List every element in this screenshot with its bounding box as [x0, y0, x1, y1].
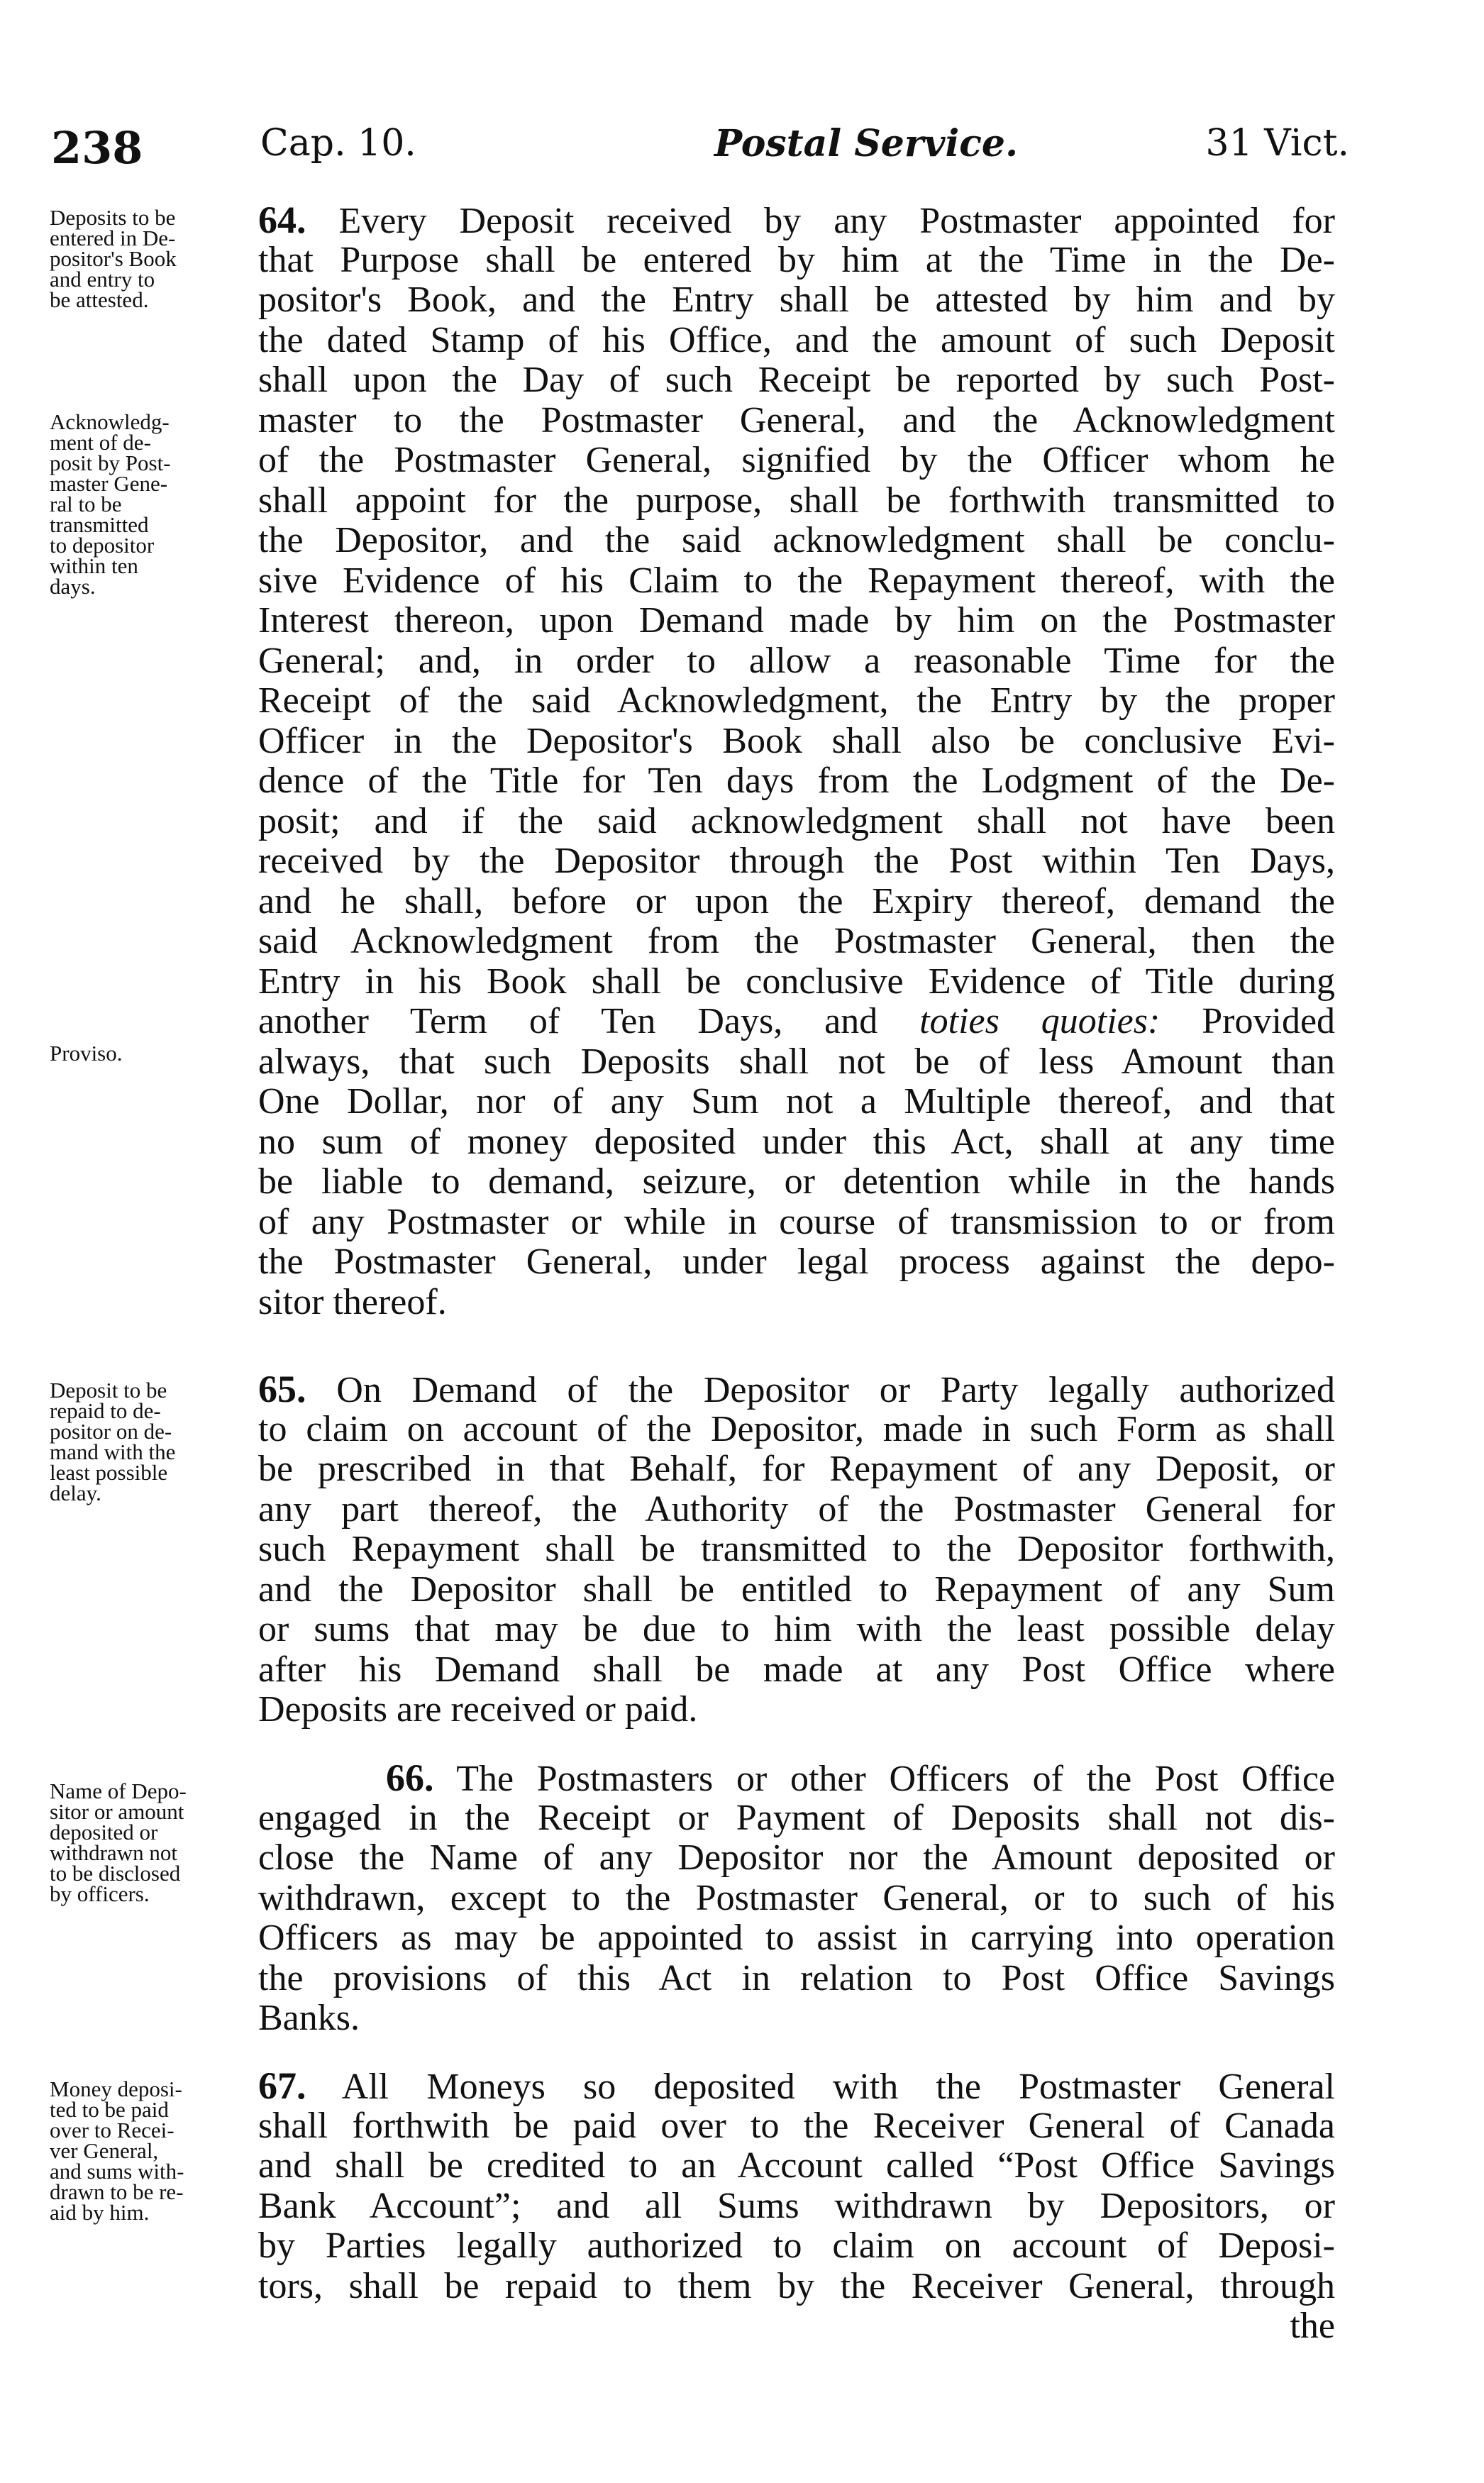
margin-note-line: positor on de-: [50, 1419, 172, 1444]
margin-note-line: to be disclosed: [50, 1861, 181, 1886]
text-line: [258, 1758, 1335, 1798]
text-line: always, that such Deposits shall not be of less Amount than: [258, 1041, 1335, 1082]
margin-note-line: be attested.: [50, 287, 149, 312]
text-line: engaged in the Receipt or Payment of Deposits shall not dis-: [258, 1797, 1335, 1838]
text-line: said Acknowledgment from the Postmaster General, then the: [258, 921, 1335, 961]
margin-note: [50, 2076, 248, 2225]
text-line: or sums that may be due to him with the least possible delay: [258, 1609, 1335, 1649]
margin-note-line: ment of de-: [50, 430, 151, 455]
text-fragment: All Moneys so deposited with the Postmaster General: [341, 2067, 1335, 2107]
text-line: Officers as may be appointed to assist in carrying into operation: [258, 1918, 1335, 1958]
text-line: One Dollar, nor of any Sum not a Multiple thereof, and that: [258, 1081, 1335, 1122]
text-line: such Repayment shall be transmitted to the Depositor forthwith,: [258, 1529, 1335, 1569]
text-line: Interest thereon, upon Demand made by him on the Postmaster: [258, 600, 1335, 641]
text-line: after his Demand shall be made at any Post Office where: [258, 1649, 1335, 1690]
text-line: received by the Depositor through the Post within Ten Days,: [258, 841, 1335, 881]
text-line: Entry in his Book shall be conclusive Evidence of Title during: [258, 961, 1335, 1002]
running-header: [51, 122, 1349, 179]
margin-note: [50, 207, 248, 310]
text-line: withdrawn, except to the Postmaster General, or to such of his: [258, 1877, 1335, 1918]
section-65: [258, 1369, 1335, 1730]
text-line: the dated Stamp of his Office, and the amount of such Deposit: [258, 319, 1335, 360]
margin-note-line: delay.: [50, 1481, 101, 1505]
margin-note-line: days.: [50, 574, 96, 599]
text-line: shall upon the Day of such Receipt be reported by such Post-: [258, 360, 1335, 400]
catchword: the: [1290, 2306, 1335, 2346]
text-fragment: On Demand of the Depositor or Party legally authorized: [336, 1370, 1336, 1410]
text-line: Officer in the Depositor's Book shall also be conclusive Evi-: [258, 720, 1335, 761]
margin-note-line: Proviso.: [50, 1041, 123, 1066]
text-line: and he shall, before or upon the Expiry thereof, demand the: [258, 880, 1335, 922]
margin-note: [50, 411, 248, 597]
regnal-year: 31 Vict.: [1205, 122, 1349, 165]
margin-note-line: master Gene-: [50, 471, 168, 496]
margin-note-line: transmitted: [50, 512, 149, 537]
section-66: [258, 1758, 1335, 2039]
running-title: Postal Service.: [714, 122, 1019, 165]
text-line: Bank Account”; and all Sums withdrawn by Depositors, or: [258, 2185, 1335, 2226]
margin-note-line: repaid to de-: [50, 1398, 161, 1423]
margin-note-line: and sums with-: [50, 2159, 184, 2184]
text-line: no sum of money deposited under this Act, shall at any time: [258, 1121, 1335, 1162]
text-line: close the Name of any Depositor nor the Amount deposited or: [258, 1837, 1335, 1878]
margin-note: [50, 1380, 248, 1503]
text-line: Receipt of the said Acknowledgment, the Entry by the proper: [258, 680, 1335, 721]
text-line: the provisions of this Act in relation to Post Office Savings: [258, 1957, 1335, 1998]
margin-note-line: positor's Book: [50, 246, 177, 271]
text-line: positor's Book, and the Entry shall be attested by him and by: [258, 280, 1335, 320]
text-line: shall forthwith be paid over to the Receiver General of Canada: [258, 2105, 1335, 2146]
margin-note-line: entered in De-: [50, 226, 176, 250]
text-fragment: another Term of Ten Days, and: [258, 1001, 878, 1041]
text-line: General; and, in order to allow a reasonable Time for the: [258, 640, 1335, 681]
margin-note-line: Acknowledg-: [50, 409, 170, 434]
text-line: [258, 1002, 1335, 1042]
text-line: be prescribed in that Behalf, for Repayment of any Deposit, or: [258, 1449, 1335, 1489]
margin-note-line: drawn to be re-: [50, 2179, 184, 2204]
margin-note-line: sitor or amount: [50, 1799, 184, 1824]
text-line: sitor thereof.: [258, 1281, 447, 1322]
margin-note-line: ver General,: [50, 2138, 159, 2163]
margin-note-line: to depositor: [50, 533, 155, 558]
margin-note-line: ted to be paid: [50, 2097, 169, 2122]
margin-note-line: aid by him.: [50, 2200, 150, 2225]
text-line: and shall be credited to an Account called “Post Office Savings: [258, 2145, 1335, 2186]
text-line: sive Evidence of his Claim to the Repayment thereof, with the: [258, 560, 1335, 601]
margin-note-line: and entry to: [50, 267, 155, 292]
text-fragment: Every Deposit received by any Postmaster appointed for: [338, 201, 1335, 241]
text-line: [258, 1369, 1335, 1410]
margin-note-line: posit by Post-: [50, 450, 171, 475]
page-number: 238: [51, 122, 143, 174]
text-line: tors, shall be repaid to them by the Receiver General, through: [258, 2265, 1335, 2306]
text-line: Deposits are received or paid.: [258, 1689, 698, 1730]
text-line: [258, 2066, 1335, 2106]
margin-note-line: within ten: [50, 553, 138, 578]
text-fragment: Provided: [1202, 1001, 1336, 1041]
text-line: Banks.: [258, 1998, 360, 2038]
margin-note-line: Name of Depo-: [50, 1779, 187, 1803]
margin-note-line: least possible: [50, 1460, 168, 1485]
margin-note-line: ral to be: [50, 492, 122, 516]
section-number: 64.: [258, 199, 306, 241]
section-number: 65.: [258, 1368, 306, 1410]
text-line: dence of the Title for Ten days from the Lodgment of the De-: [258, 761, 1335, 801]
margin-note-line: deposited or: [50, 1820, 158, 1845]
chapter-label: Cap. 10.: [260, 122, 416, 165]
text-line: that Purpose shall be entered by him at the Time in the De-: [258, 239, 1335, 280]
text-line: the Postmaster General, under legal process against the depo-: [258, 1242, 1335, 1282]
text-line: master to the Postmaster General, and the Acknowledgment: [258, 399, 1335, 441]
text-line: and the Depositor shall be entitled to Repayment of any Sum: [258, 1569, 1335, 1610]
text-line: the Depositor, and the said acknowledgment shall be conclu-: [258, 520, 1335, 560]
margin-note-line: mand with the: [50, 1439, 176, 1464]
text-line: be liable to demand, seizure, or detention while in the hands: [258, 1161, 1335, 1202]
text-line: any part thereof, the Authority of the Postmaster General for: [258, 1488, 1335, 1530]
margin-note-line: Deposit to be: [50, 1378, 167, 1403]
text-line: to claim on account of the Depositor, made in such Form as shall: [258, 1408, 1335, 1449]
margin-note-line: over to Recei-: [50, 2118, 175, 2142]
text-line: of any Postmaster or while in course of transmission to or from: [258, 1201, 1335, 1242]
section-67: [258, 2066, 1335, 2347]
margin-note-line: Deposits to be: [50, 205, 176, 230]
margin-note-line: by officers.: [50, 1881, 150, 1906]
margin-note: [50, 1041, 248, 1066]
section-number: 67.: [258, 2064, 306, 2107]
margin-note-line: withdrawn not: [50, 1840, 177, 1865]
text-line: of the Postmaster General, signified by the Officer whom he: [258, 440, 1335, 480]
section-64: [258, 200, 1335, 1322]
text-line: by Parties legally authorized to claim on account of Deposi-: [258, 2225, 1335, 2266]
text-line: shall appoint for the purpose, shall be forthwith transmitted to: [258, 480, 1335, 521]
text-fragment: The Postmasters or other Officers of the Post Office: [456, 1759, 1335, 1799]
section-number: 66.: [386, 1757, 434, 1799]
margin-note: [50, 1781, 248, 1904]
text-line: posit; and if the said acknowledgment shall not have been: [258, 800, 1335, 841]
text-line: [258, 200, 1335, 240]
margin-note-line: Money deposi-: [50, 2076, 182, 2101]
italic-phrase: toties quoties:: [919, 1001, 1161, 1041]
